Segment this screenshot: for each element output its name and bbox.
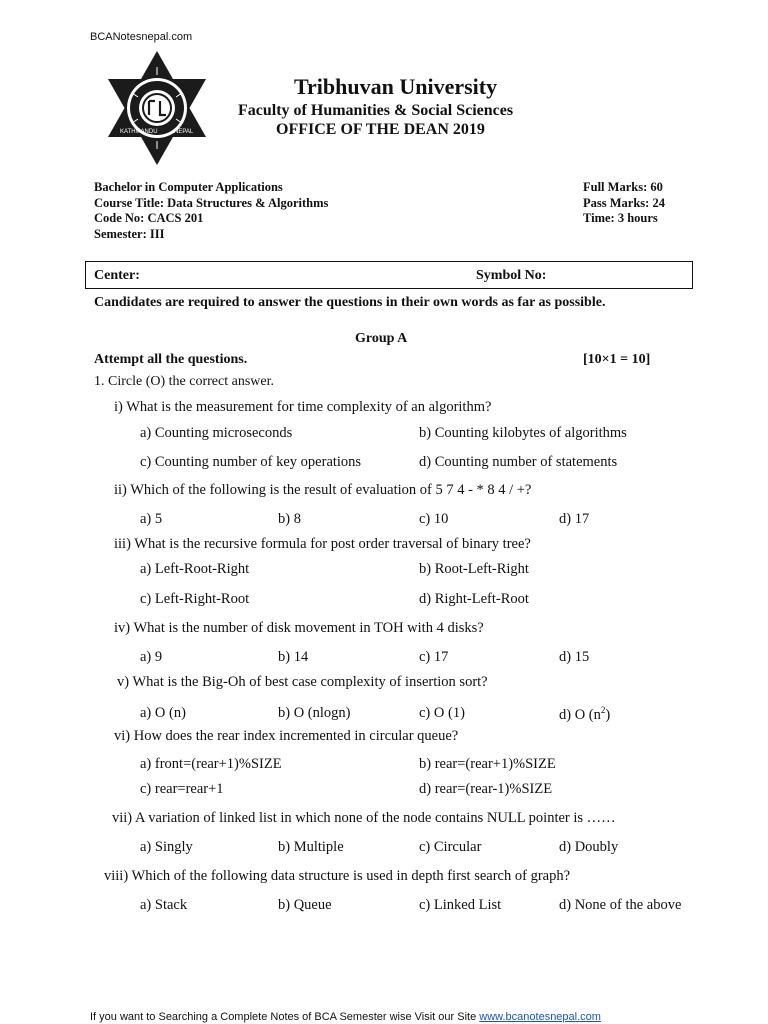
logo-text-right: NEPAL [174, 129, 194, 135]
center-symbol-box [85, 261, 693, 289]
semester: Semester: III [94, 226, 165, 241]
university-logo [102, 49, 212, 167]
option-b: b) Queue [278, 897, 332, 913]
course-title: Course Title: Data Structures & Algorithms [94, 195, 329, 210]
exam-info-left [94, 180, 328, 242]
option-d: d) rear=(rear-1)%SIZE [419, 781, 553, 797]
option-c: c) Left-Right-Root [140, 591, 250, 607]
option-d-close: ) [605, 706, 611, 723]
option-d-base: d) O (n [559, 706, 601, 723]
option-d: d) Doubly [559, 839, 619, 855]
option-a: a) Left-Root-Right [140, 561, 250, 577]
option-a: a) Stack [140, 897, 188, 913]
program-name: Bachelor in Computer Applications [94, 180, 283, 194]
option-b: b) rear=(rear+1)%SIZE [419, 756, 556, 772]
option-c: c) Linked List [419, 897, 502, 913]
question-text: vi) How does the rear index incremented in circular queue? [114, 728, 459, 744]
option-c: c) Circular [419, 839, 482, 855]
course-code: Code No: CACS 201 [94, 211, 204, 225]
option-d-exponent: 2 [600, 705, 606, 715]
exam-info-right [583, 180, 665, 227]
option-b: b) Root-Left-Right [419, 561, 529, 577]
option-b: b) 14 [278, 649, 309, 665]
option-b: b) O (nlogn) [278, 705, 351, 721]
option-b: b) Multiple [278, 839, 344, 855]
logo-text-left: KATHMANDU [120, 129, 158, 135]
footer-link[interactable]: www.bcanotesnepal.com [479, 1011, 601, 1023]
question-text: ii) Which of the following is the result of evaluation of 5 7 4 - * 8 4 / +? [114, 482, 532, 498]
question-1-heading: 1. Circle (O) the correct answer. [94, 374, 274, 389]
pass-marks: Pass Marks: 24 [583, 195, 665, 210]
question-text: vii) A variation of linked list in which none of the node contains NULL pointer is …… [112, 810, 616, 826]
question-text: iii) What is the recursive formula for post order traversal of binary tree? [114, 536, 531, 552]
instructions: Candidates are required to answer the questions in their own words as far as possible. [94, 295, 606, 310]
symbol-label: Symbol No: [476, 268, 547, 283]
option-c: c) rear=rear+1 [140, 781, 224, 797]
question-text: i) What is the measurement for time complexity of an algorithm? [114, 399, 492, 415]
faculty-title: Faculty of Humanities & Social Sciences [238, 102, 514, 119]
option-d [559, 705, 610, 724]
option-d: d) None of the above [559, 897, 682, 913]
group-title: Group A [355, 331, 408, 346]
question-text: iv) What is the number of disk movement in TOH with 4 disks? [114, 620, 484, 636]
option-b: b) Counting kilobytes of algorithms [419, 425, 627, 441]
option-d: d) 17 [559, 511, 590, 527]
option-a: a) Singly [140, 839, 193, 855]
university-title: Tribhuvan University [294, 74, 498, 99]
question-text: v) What is the Big-Oh of best case complexity of insertion sort? [117, 674, 488, 690]
option-a: a) O (n) [140, 705, 186, 721]
option-a: a) front=(rear+1)%SIZE [140, 756, 282, 772]
office-title: OFFICE OF THE DEAN 2019 [276, 121, 485, 138]
option-d: d) Counting number of statements [419, 454, 618, 470]
attempt-all: Attempt all the questions. [94, 352, 248, 367]
option-a: a) Counting microseconds [140, 425, 293, 441]
option-c: c) Counting number of key operations [140, 454, 362, 470]
option-a: a) 5 [140, 511, 163, 527]
site-header: BCANotesnepal.com [90, 31, 193, 43]
footer-text: If you want to Searching a Complete Notes of BCA Semester wise Visit our Site [90, 1011, 480, 1023]
option-c: c) 17 [419, 649, 449, 665]
exam-time: Time: 3 hours [583, 211, 658, 225]
option-b: b) 8 [278, 511, 301, 527]
option-d: d) Right-Left-Root [419, 591, 529, 607]
group-marks: [10×1 = 10] [583, 352, 651, 367]
footer [90, 1011, 601, 1023]
option-d: d) 15 [559, 649, 590, 665]
option-c: c) 10 [419, 511, 449, 527]
option-a: a) 9 [140, 649, 163, 665]
full-marks: Full Marks: 60 [583, 180, 663, 194]
center-label: Center: [94, 268, 140, 283]
question-text: viii) Which of the following data structure is used in depth first search of graph? [104, 868, 571, 884]
option-c: c) O (1) [419, 705, 465, 721]
